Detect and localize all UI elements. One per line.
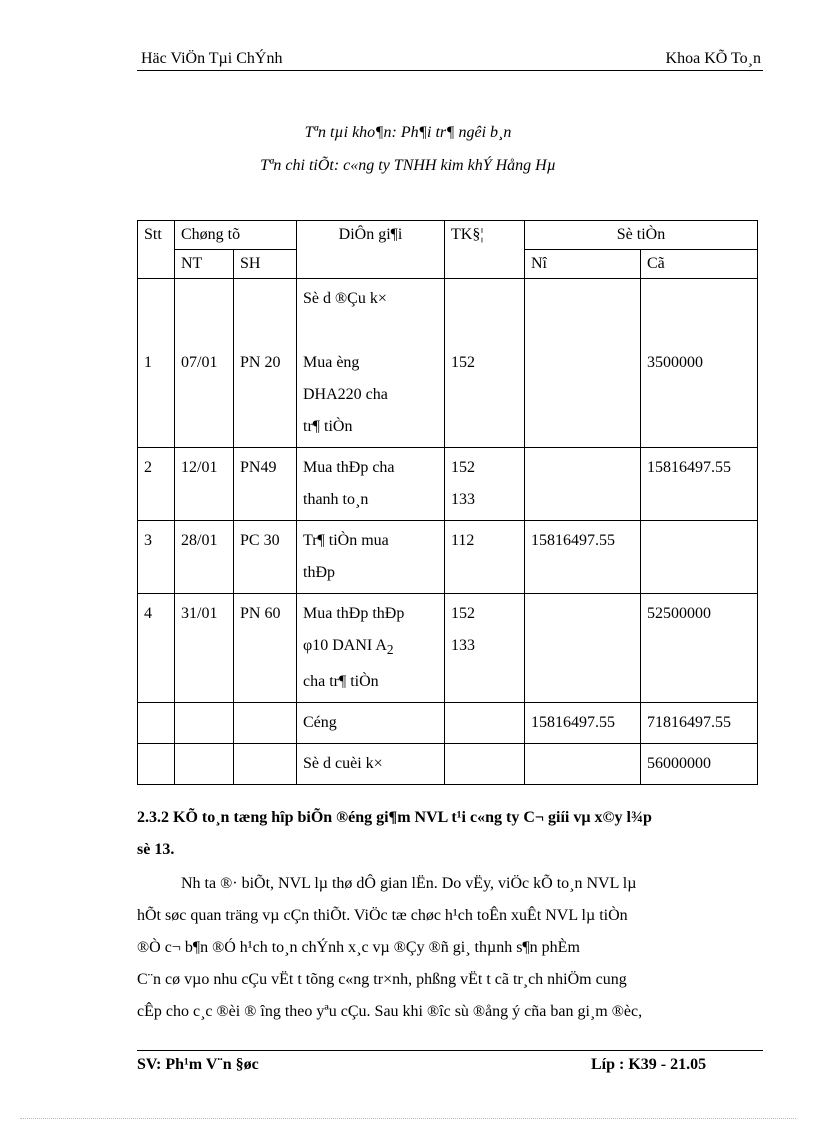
row-description: [297, 594, 445, 703]
col-header-number: SH: [234, 250, 297, 279]
table-header-row: [138, 221, 758, 250]
row-number: PN 60: [234, 594, 297, 703]
col-header-credit: Cã: [641, 250, 758, 279]
paragraph-line: hÕt søc quan träng vµ cÇn thiÕt. ViÖc tæ chøc h¹ch toÊn xuÊt NVL lµ tiÒn: [137, 907, 628, 924]
page-footer: [137, 1050, 763, 1073]
description-line: Mua thÐp cha: [303, 459, 395, 476]
row-stt: 2: [138, 448, 175, 521]
row-debit: [525, 279, 641, 448]
table-row: [138, 279, 758, 448]
col-header-date: NT: [175, 250, 234, 279]
row-date: 12/01: [175, 448, 234, 521]
row-account: 152: [445, 279, 525, 448]
paragraph-line: cÊp cho c¸c ®èi ® îng theo yªu cÇu. Sau khi ®îc sù ®ång ý cña ban gi¸m ®èc,: [137, 1003, 643, 1020]
account-code: 152: [451, 605, 475, 622]
account-detail: Tªn chi tiÕt: c«ng ty TNHH kim khÝ Hång Hµ: [260, 157, 556, 174]
description-line: tr¶ tiÒn: [303, 418, 353, 435]
row-debit: [525, 594, 641, 703]
description-line: Mua èng: [303, 354, 360, 371]
table-row: [138, 594, 758, 703]
section-heading-line: 2.3.2 KÕ to¸n tæng hîp biÕn ®éng gi¶m NVL t¹i c«ng ty C¬ giíi vµ x©y l¾p: [137, 809, 652, 826]
col-header-voucher: Chøng tõ: [175, 221, 297, 250]
description-line: Tr¶ tiÒn mua: [303, 532, 389, 549]
description-line: cha tr¶ tiÒn: [303, 673, 379, 691]
description-line: thÐp: [303, 564, 335, 581]
col-header-amount: Sè tiÒn: [525, 221, 758, 250]
col-header-account: TK§¦: [445, 221, 525, 279]
paragraph-line: C¨n cø vµo nhu cÇu vËt t tõng c«ng tr×nh, phßng vËt t cã tr¸ch nhiÖm cung: [137, 971, 627, 988]
row-date: 28/01: [175, 521, 234, 594]
description-text: φ10 DANI A: [303, 637, 387, 654]
total-debit: 15816497.55: [525, 703, 641, 744]
total-credit: 71816497.55: [641, 703, 758, 744]
row-number: PC 30: [234, 521, 297, 594]
description-line: Mua thÐp thÐp: [303, 605, 405, 622]
account-code: 152: [451, 459, 475, 476]
row-number: PN49: [234, 448, 297, 521]
col-header-description: DiÔn gi¶i: [297, 221, 445, 279]
total-row: [138, 703, 758, 744]
row-stt: 3: [138, 521, 175, 594]
header-faculty: Khoa KÕ To¸n: [665, 50, 761, 67]
description-line: [303, 630, 438, 666]
description-line: DHA220 cha: [303, 386, 388, 403]
account-name: Tªn tµi kho¶n: Ph¶i tr¶ ngêi b¸n: [304, 124, 512, 141]
row-stt: 1: [138, 279, 175, 448]
row-number: PN 20: [234, 279, 297, 448]
row-description: [297, 521, 445, 594]
header-institution: Häc ViÖn Tµi ChÝnh: [141, 50, 283, 67]
row-description: [297, 448, 445, 521]
section-heading: [137, 802, 767, 866]
row-stt: 4: [138, 594, 175, 703]
subscript: 2: [386, 642, 394, 658]
col-header-debit: Nî: [525, 250, 641, 279]
body-paragraph: [137, 868, 767, 1028]
paragraph-line: Nh ta ®· biÕt, NVL lµ thø dÔ gian lËn. Do vËy, viÖc kÕ to¸n NVL lµ: [181, 875, 637, 892]
row-credit: 52500000: [641, 594, 758, 703]
closing-label: Sè d cuèi k×: [297, 744, 445, 785]
account-code: 133: [451, 491, 475, 508]
footer-student: SV: Ph¹m V¨n §øc: [137, 1056, 259, 1073]
table-row: [138, 521, 758, 594]
row-date: 31/01: [175, 594, 234, 703]
row-description: [297, 279, 445, 448]
ledger-table: [137, 220, 758, 785]
row-debit: [525, 448, 641, 521]
total-label: Céng: [297, 703, 445, 744]
table-row: [138, 448, 758, 521]
closing-credit: 56000000: [641, 744, 758, 785]
row-credit: 15816497.55: [641, 448, 758, 521]
row-debit: 15816497.55: [525, 521, 641, 594]
closing-balance-row: [138, 744, 758, 785]
paragraph-line: ®Ò c¬ b¶n ®Ó h¹ch to¸n chÝnh x¸c vµ ®Çy ®ñ gi¸ thµnh s¶n phÈm: [137, 939, 580, 956]
description-line: thanh to¸n: [303, 491, 369, 508]
row-credit: [641, 521, 758, 594]
row-account: [445, 594, 525, 703]
page-edge-divider: [20, 1118, 796, 1119]
row-credit: 3500000: [641, 279, 758, 448]
page-header: [137, 48, 763, 71]
col-header-stt: Stt: [138, 221, 175, 279]
row-account: [445, 448, 525, 521]
row-account: 112: [445, 521, 525, 594]
account-code: 133: [451, 637, 475, 654]
row-date: 07/01: [175, 279, 234, 448]
footer-class: Líp : K39 - 21.05: [591, 1056, 707, 1073]
section-heading-line: sè 13.: [137, 841, 175, 858]
opening-balance-label: Sè d ®Çu k×: [303, 290, 387, 307]
